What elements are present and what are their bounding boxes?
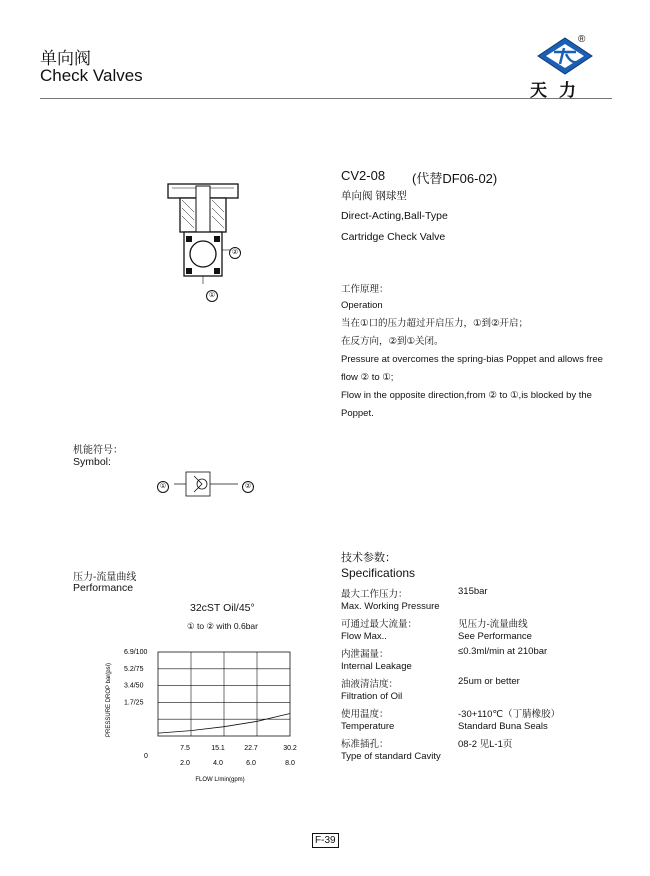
- chart-condition: 32cST Oil/45°: [190, 602, 255, 614]
- drawing-port-1-label: ①: [206, 287, 218, 305]
- chart-grid: [158, 652, 290, 736]
- spec-value-2: Standard Buna Seals: [458, 721, 548, 732]
- y-tick-label: 5.2/75: [124, 665, 144, 673]
- chart-subtitle: ① to ② with 0.6bar: [187, 621, 258, 631]
- operation-heading-cn: 工作原理：: [341, 284, 389, 295]
- x-tick-label-gpm: 2.0: [180, 760, 190, 767]
- symbol-heading-en: Symbol:: [73, 456, 111, 468]
- performance-heading-en: Performance: [73, 582, 134, 594]
- chart-origin-label: 0: [144, 753, 148, 760]
- x-tick-label-gpm: 8.0: [285, 760, 295, 767]
- chart-y-label: PRESSURE DROP bar(psi): [106, 663, 112, 737]
- product-type-cn: 单向阀 钢球型: [341, 190, 407, 202]
- chart-x-label: FLOW L/min(gpm): [195, 777, 245, 783]
- operation-line-en-1: Pressure at overcomes the spring-bias Poppet and allows free: [341, 354, 603, 365]
- spec-value: 25um or better: [458, 676, 520, 687]
- registered-mark: ®: [578, 34, 586, 45]
- x-tick-label-lpm: 22.7: [244, 745, 258, 752]
- product-type-en-2: Cartridge Check Valve: [341, 231, 446, 243]
- operation-line-en-3: Flow in the opposite direction,from ② to ①,is blocked by the: [341, 390, 592, 401]
- x-tick-label-gpm: 4.0: [213, 760, 223, 767]
- specs-heading-en: Specifications: [341, 566, 416, 580]
- spec-label-en: Filtration of Oil: [341, 691, 403, 702]
- spec-label-en: Internal Leakage: [341, 661, 412, 672]
- spec-value: 08-2 见L-1页: [458, 739, 513, 750]
- symbol-heading-cn: 机能符号：: [73, 445, 123, 456]
- y-tick-label: 3.4/50: [124, 682, 144, 690]
- operation-heading-en: Operation: [341, 300, 383, 311]
- operation-line-cn-1: 当在①口的压力超过开启压力，①到②开启；: [341, 318, 529, 329]
- spec-label-cn: 可通过最大流量：: [341, 619, 418, 630]
- valve-section-drawing: [160, 180, 250, 290]
- page-title-en: Check Valves: [40, 66, 143, 85]
- operation-line-en-4: Poppet.: [341, 408, 374, 419]
- product-replaces: (代替DF06-02): [412, 171, 498, 186]
- spec-value: ≤0.3ml/min at 210bar: [458, 646, 548, 657]
- y-tick-label: 1.7/25: [124, 699, 144, 707]
- performance-heading-cn: 压力-流量曲线: [73, 572, 137, 583]
- y-tick-label: 6.9/100: [124, 649, 148, 656]
- product-model: CV2-08: [341, 168, 386, 183]
- spec-value: -30+110℃（丁腈橡胶）: [458, 709, 561, 720]
- performance-chart: [100, 640, 310, 790]
- chart-y-ticks: [124, 649, 147, 706]
- operation-line-cn-2: 在反方向，②到①关闭。: [341, 336, 444, 347]
- x-tick-label-lpm: 30.2: [283, 745, 297, 752]
- header-divider: [40, 98, 612, 99]
- spec-value: 315bar: [458, 586, 488, 597]
- chart-x-ticks: [180, 745, 297, 767]
- spec-label-cn: 最大工作压力：: [341, 589, 408, 600]
- symbol-port-2: ②: [242, 478, 254, 496]
- drawing-port-2-label: ②: [229, 244, 241, 262]
- x-tick-label-lpm: 7.5: [180, 745, 190, 752]
- spec-label-en: Flow Max..: [341, 631, 387, 642]
- spec-label-cn: 标准插孔：: [341, 739, 389, 750]
- specs-heading-cn: 技术参数：: [341, 552, 396, 564]
- x-tick-label-gpm: 6.0: [246, 760, 256, 767]
- spec-label-cn: 内泄漏量：: [341, 649, 389, 660]
- spec-label-cn: 使用温度：: [341, 709, 389, 720]
- spec-label-en: Temperature: [341, 721, 395, 732]
- spec-label-en: Max. Working Pressure: [341, 601, 440, 612]
- symbol-port-1: ①: [157, 478, 169, 496]
- spec-label-en: Type of standard Cavity: [341, 751, 441, 762]
- brand-name: 天力: [530, 81, 588, 101]
- spec-value: 见压力-流量曲线: [458, 619, 528, 630]
- x-tick-label-lpm: 15.1: [211, 745, 225, 752]
- spec-value-2: See Performance: [458, 631, 532, 642]
- page-title-cn: 单向阀: [40, 49, 91, 68]
- check-valve-symbol: [172, 470, 240, 498]
- operation-line-en-2: flow ② to ①;: [341, 372, 394, 383]
- spec-label-cn: 油液清洁度：: [341, 679, 399, 690]
- page-number: F-39: [312, 833, 339, 848]
- product-type-en-1: Direct-Acting,Ball-Type: [341, 210, 448, 222]
